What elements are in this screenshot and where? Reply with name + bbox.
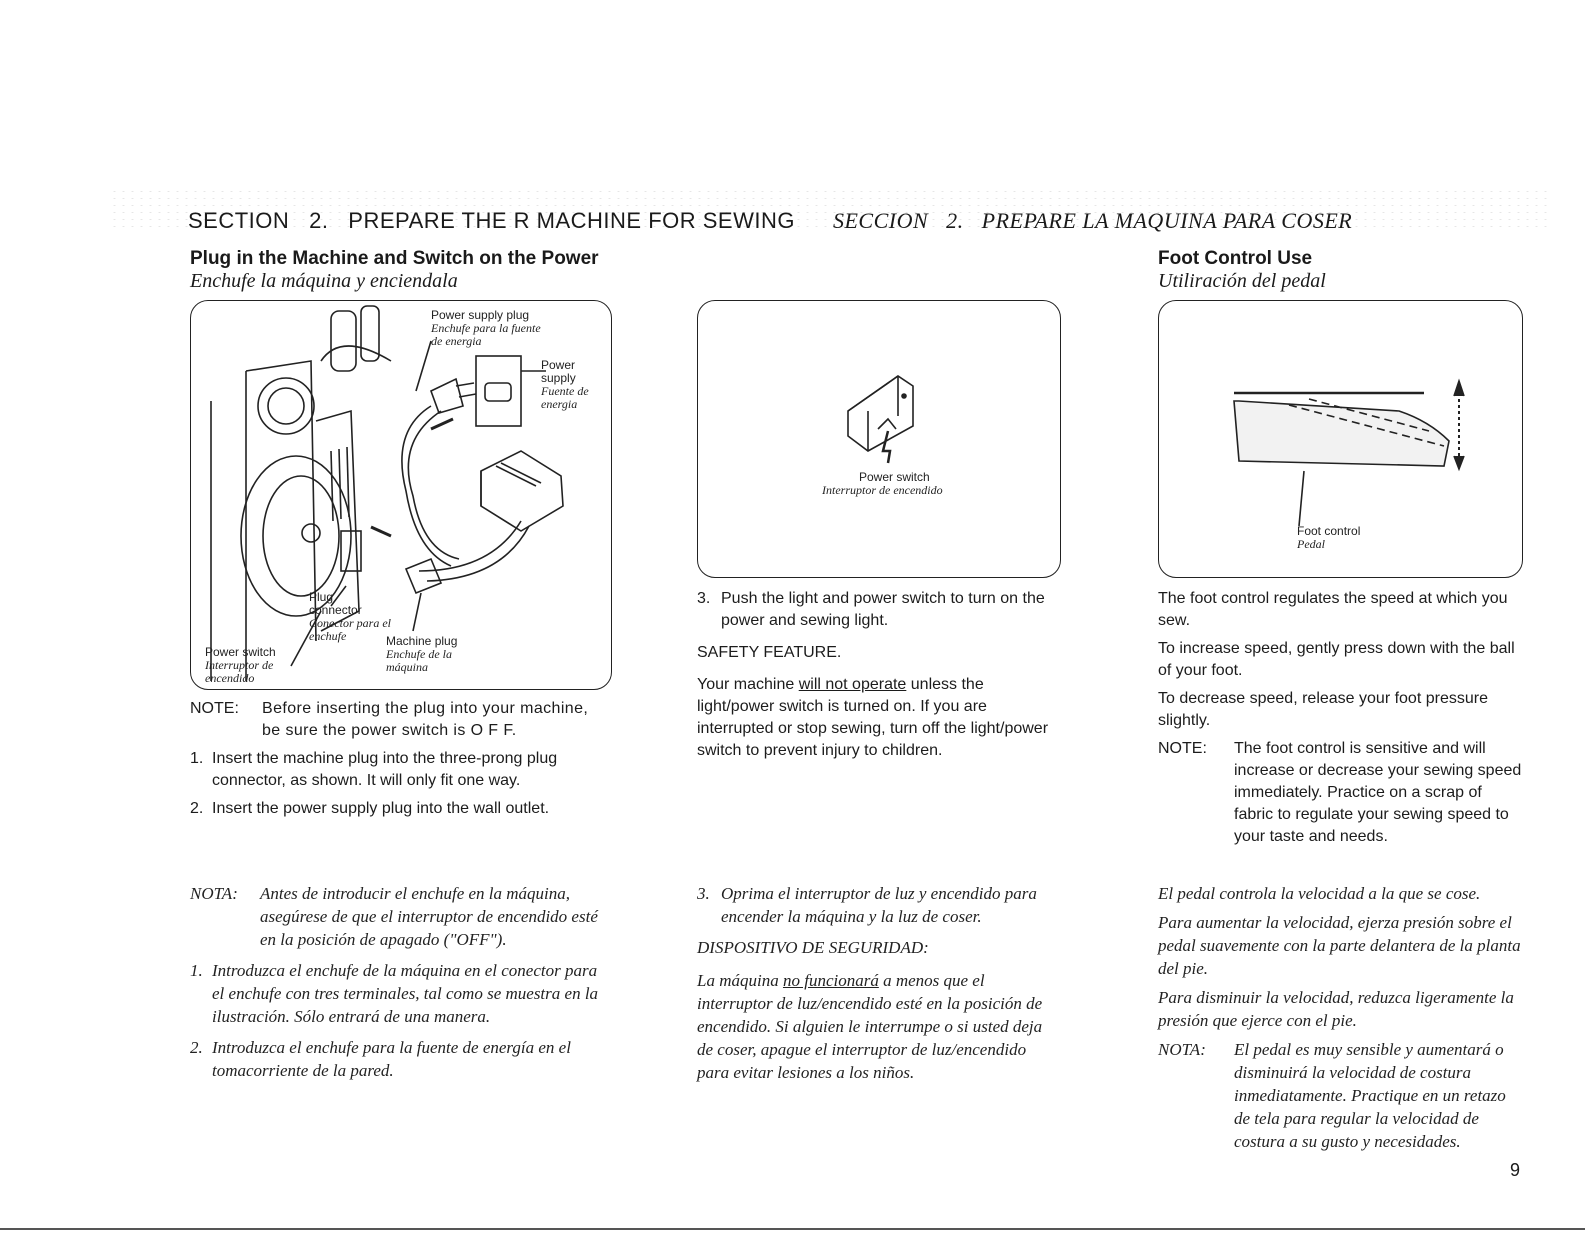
right-english-text <box>1158 588 1523 848</box>
section-header <box>188 208 1352 234</box>
figure-machine-plug <box>190 300 612 690</box>
nota-left: NOTA: Antes de introducir el enchufe en la máquina, asegúrese de que el interruptor de encendido esté en la posición de apagado ("OFF"). <box>190 884 598 949</box>
left-english-text <box>190 698 610 820</box>
label-power-supply: Power supply Fuente de energia <box>541 358 589 411</box>
power-switch-illustration <box>698 301 1060 577</box>
label-power-supply-plug: Power supply plug Enchufe para la fuente de energia <box>431 308 541 348</box>
label-foot-control: Foot control Pedal <box>1297 524 1361 551</box>
label-power-switch: Power switch Interruptor de encendido <box>205 645 276 685</box>
left-heading <box>190 248 599 293</box>
label-machine-plug: Machine plug Enchufe de la máquina <box>386 634 458 674</box>
note-right: NOTE: The foot control is sensitive and will increase or decrease your sewing speed immediately. Practice on a scrap of fabric to regulate your sewing speed to your taste and needs. <box>1158 740 1522 845</box>
middle-english-text <box>697 588 1059 762</box>
es-foot-p2: Para aumentar la velocidad, ejerza presión sobre el pedal suavemente con la parte delantera de la planta del pie. <box>1158 913 1521 978</box>
foot-p3: To decrease speed, release your foot pressure slightly. <box>1158 690 1488 729</box>
right-spanish-text <box>1158 882 1523 1153</box>
es-step-2: 2. Introduzca el enchufe para la fuente de energía en el tomacorriente de la pared. <box>190 1038 571 1080</box>
middle-spanish-text <box>697 882 1059 1084</box>
heading-plug-in: Plug in the Machine and Switch on the Power <box>190 248 599 269</box>
step-1: 1. Insert the machine plug into the three-prong plug connector, as shown. It will only fit one way. <box>190 750 558 789</box>
es-safety-heading: DISPOSITIVO DE SEGURIDAD: <box>697 938 929 957</box>
left-spanish-text <box>190 882 610 1082</box>
page-number: 9 <box>1510 1160 1521 1180</box>
bottom-rule <box>0 1228 1585 1230</box>
nota-right: NOTA: El pedal es muy sensible y aumentará o disminuirá la velocidad de costura inmediatamente. Practique en un retazo de tela para regular la velocidad de costura a su gusto y necesidades. <box>1158 1040 1506 1151</box>
label-plug-connector: Plug connector Conector para el enchufe <box>309 590 391 643</box>
section-title-es: SECCION 2. PREPARE LA MAQUINA PARA COSER <box>832 208 1353 233</box>
note-left: NOTE: Before inserting the plug into your machine, be sure the power switch is O F F. <box>190 700 589 739</box>
label-power-switch-mid: Power switch Interruptor de encendido <box>822 470 943 497</box>
section-title-en: SECTION 2. PREPARE THE R MACHINE FOR SEWING <box>188 208 795 233</box>
right-heading <box>1158 248 1326 293</box>
heading-plug-in-es: Enchufe la máquina y enciendala <box>190 270 458 292</box>
figure-power-switch <box>697 300 1061 578</box>
es-foot-p1: El pedal controla la velocidad a la que se cose. <box>1158 884 1481 903</box>
foot-p2: To increase speed, gently press down with the ball of your foot. <box>1158 640 1515 679</box>
step-2: 2. Insert the power supply plug into the wall outlet. <box>190 800 550 817</box>
es-foot-p3: Para disminuir la velocidad, reduzca ligeramente la presión que ejerce con el pie. <box>1158 988 1514 1030</box>
heading-foot-control-es: Utiliración del pedal <box>1158 270 1326 292</box>
es-safety-text: La máquina no funcionará a menos que el interruptor de luz/encendido esté en la posición de encendido. Si alguien le interrumpe o si usted deja de coser, apague el interruptor de luz/encendido para evitar lesiones a los niños. <box>697 971 1043 1082</box>
safety-text: Your machine will not operate unless the light/power switch is turned on. If you are interrupted or stop sewing, turn off the light/power switch to prevent injury to children. <box>697 676 1049 759</box>
es-step-3: 3. Oprima el interruptor de luz y encendido para encender la máquina y la luz de coser. <box>697 884 1037 926</box>
heading-foot-control: Foot Control Use <box>1158 248 1313 269</box>
es-step-1: 1. Introduzca el enchufe de la máquina en el conector para el enchufe con tres terminales, tal como se muestra en la ilustración. Sólo entrará de una manera. <box>190 961 599 1026</box>
step-3: 3. Push the light and power switch to turn on the power and sewing light. <box>697 590 1045 629</box>
safety-heading: SAFETY FEATURE. <box>697 644 842 661</box>
foot-p1: The foot control regulates the speed at which you sew. <box>1158 590 1508 629</box>
figure-foot-control <box>1158 300 1523 578</box>
